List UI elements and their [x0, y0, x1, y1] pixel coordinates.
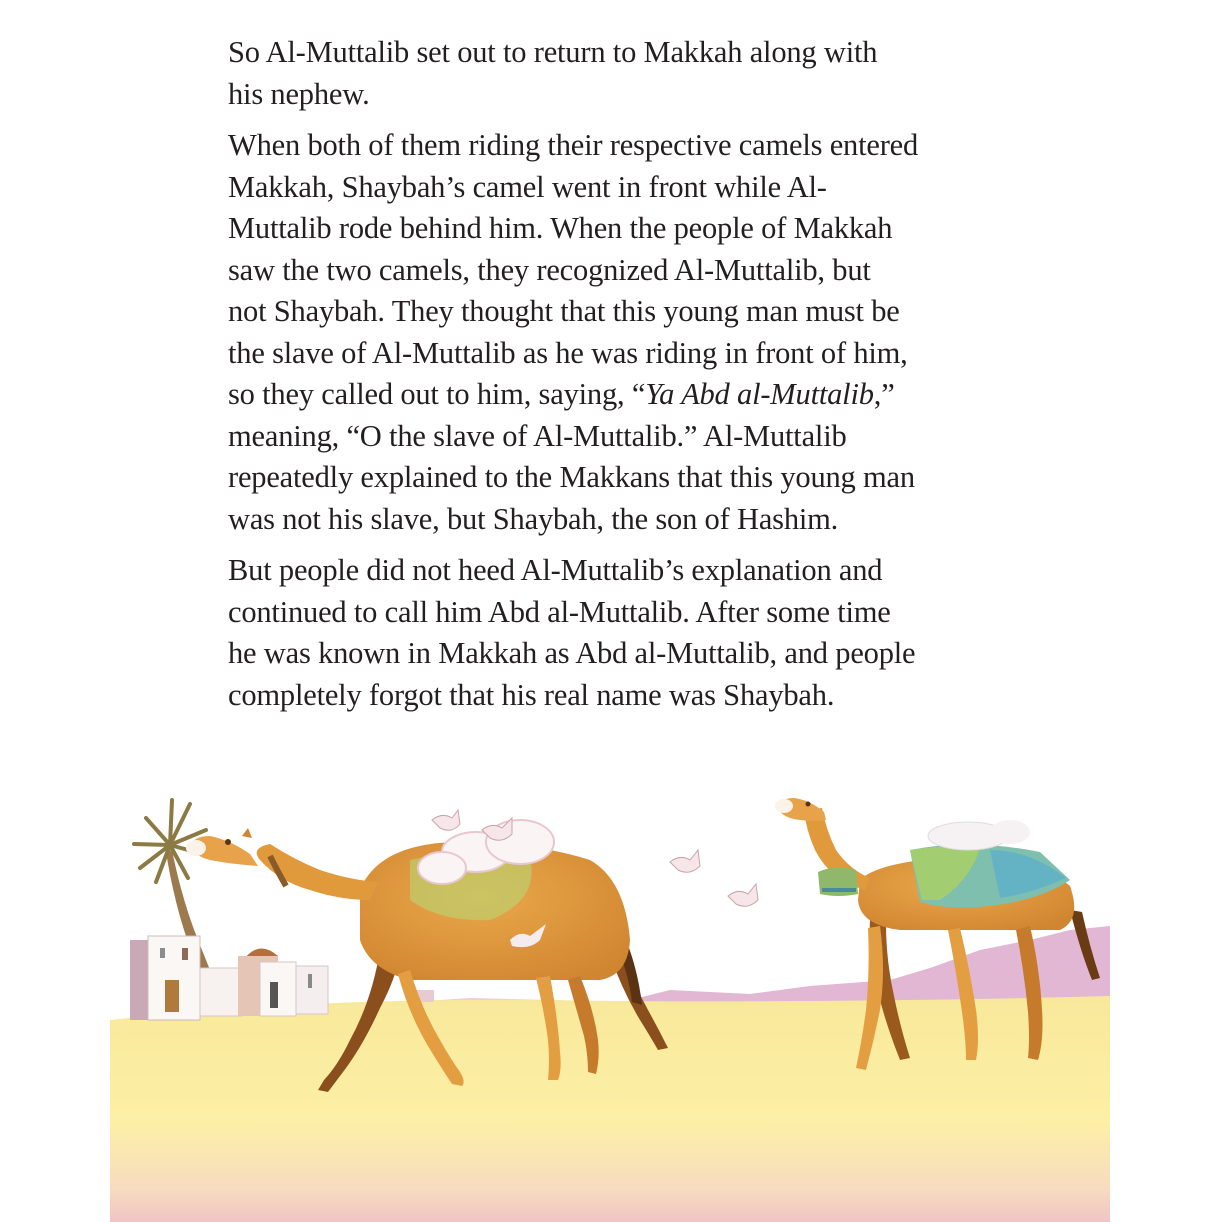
dove-icon	[728, 884, 758, 906]
dove-icon	[432, 810, 460, 830]
paragraph-2	[228, 125, 1008, 540]
text-line: Muttalib rode behind him. When the people of Makkah	[228, 211, 893, 245]
text-line: the slave of Al-Muttalib as he was riding in front of him,	[228, 335, 908, 370]
text-segment: so they called out to him, saying, “	[228, 377, 646, 411]
text-line: continued to call him Abd al-Muttalib. After some time	[228, 594, 891, 629]
text-line: not Shaybah. They thought that this young man must be	[228, 294, 900, 328]
camel-desert-illustration	[110, 790, 1110, 1222]
text-line: his nephew.	[228, 76, 370, 111]
text-line: When both of them riding their respective camels entered	[228, 128, 919, 162]
text-line-with-italic	[228, 374, 1008, 416]
text-line: Makkah, Shaybah’s camel went in front while Al-	[228, 169, 827, 204]
desert-sand	[110, 996, 1110, 1222]
text-line: was not his slave, but Shaybah, the son of Hashim.	[228, 501, 839, 536]
text-line: So Al-Muttalib set out to return to Makkah along with	[228, 35, 878, 69]
text-line: he was known in Makkah as Abd al-Muttalib, and people	[228, 636, 916, 670]
text-line: saw the two camels, they recognized Al-Muttalib, but	[228, 252, 871, 287]
text-line: meaning, “O the slave of Al-Muttalib.” Al-Muttalib	[228, 418, 847, 453]
text-segment: ,”	[873, 377, 895, 411]
text-line: repeatedly explained to the Makkans that this young man	[228, 460, 915, 494]
paragraph-3	[228, 550, 1008, 716]
paragraph-1	[228, 32, 1008, 115]
text-line: completely forgot that his real name was Shaybah.	[228, 677, 835, 712]
dove-icon	[670, 850, 700, 872]
story-text	[228, 32, 1008, 726]
italic-phrase: Ya Abd al-Muttalib	[645, 377, 874, 411]
text-line: But people did not heed Al-Muttalib’s explanation and	[228, 553, 883, 587]
